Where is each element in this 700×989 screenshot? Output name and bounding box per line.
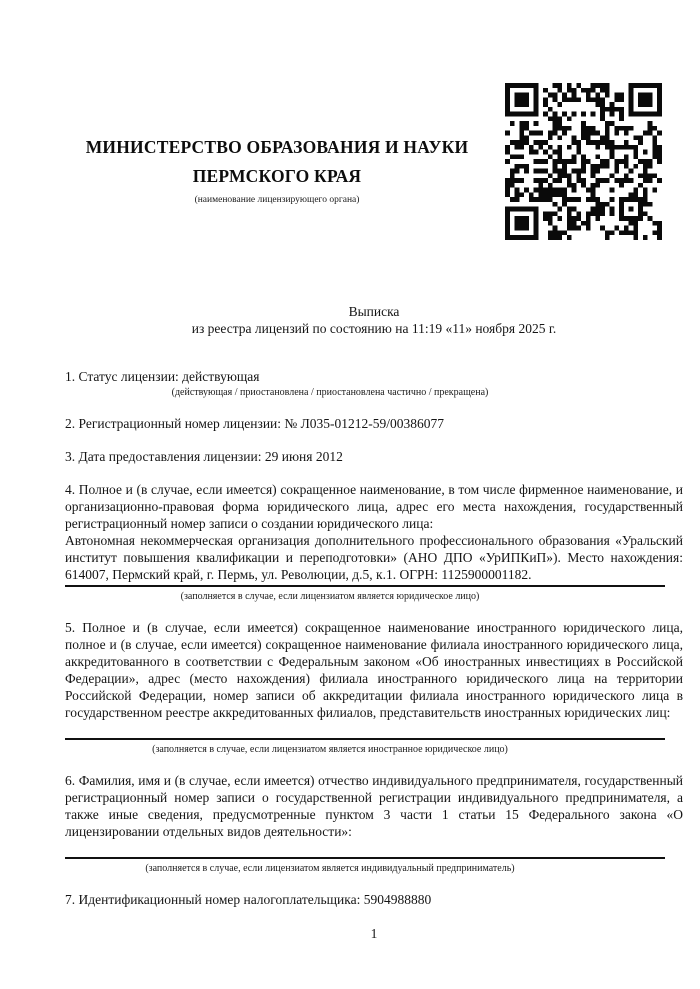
item-6-fill-line [65, 857, 665, 859]
ministry-name-line2: ПЕРМСКОГО КРАЯ [192, 166, 362, 186]
licensing-authority-header [63, 133, 491, 206]
item-4-fill-caption: (заполняется в случае, если лицензиатом является юридическое лицо) [180, 591, 480, 602]
item-1-status-options-caption: (действующая / приостановлена / приостановлена частично / прекращена) [171, 387, 489, 398]
item-4-legal-entity-heading: 4. Полное и (в случае, если имеется) сокращенное наименование, в том числе фирменное наименование, и организационно-правовая форма юридического лица, адрес его места нахождения, государственный регистрационный номер записи о создании юридического лица: [65, 482, 683, 531]
licensing-authority-caption: (наименование лицензирующего органа) [194, 195, 360, 205]
page-number: 1 [370, 926, 378, 941]
qr-code-icon [505, 83, 662, 240]
item-5-foreign-entity-heading: 5. Полное и (в случае, если имеется) сокращенное наименование иностранного юридического лица, полное и (в случае, если имеется) сокращенное наименование филиала иностранного юридического лица, аккредитованного в соответствии с Федеральным законом «Об иностранных инвестициях в Российской Федерации», адрес (место нахождения) филиала иностранного юридического лица на территории Российской Федерации, номер записи об аккредитации филиала иностранного юридического лица в государственном реестре аккредитованных филиалов, представительств иностранных юридических лиц: [65, 620, 683, 720]
ministry-name-line1: МИНИСТЕРСТВО ОБРАЗОВАНИЯ И НАУКИ [85, 137, 469, 157]
item-4-legal-entity-value: Автономная некоммерческая организация дополнительного профессионального образования «Уральский институт повышения квалификации и переподготовки» (АНО ДПО «УрИПКиП»). Место нахождения: 614007, Пермский край, г. Пермь, ул. Революции, д.5, к.1. ОГРН: 1125900001182. [65, 533, 683, 582]
document-title-line2: из реестра лицензий по состоянию на 11:19 «11» ноября 2025 г. [191, 321, 557, 336]
item-6-fill-caption: (заполняется в случае, если лицензиатом является индивидуальный предприниматель) [145, 863, 515, 874]
item-5-fill-line [65, 738, 665, 740]
document-body [65, 368, 683, 908]
item-4-fill-line [65, 585, 665, 587]
item-2-registration-number: 2. Регистрационный номер лицензии: № Л035-01212-59/00386077 [65, 416, 445, 431]
item-6-individual-entrepreneur-heading: 6. Фамилия, имя и (в случае, если имеется) отчество индивидуального предпринимателя, государственный регистрационный номер записи о государственной регистрации индивидуального предпринимателя, а также иные сведения, предусмотренные пунктом 3 части 1 статьи 15 Федерального закона «О лицензировании отдельных видов деятельности»: [65, 773, 683, 839]
document-title-line1: Выписка [348, 304, 400, 319]
document-title [65, 303, 683, 337]
item-7-taxpayer-id: 7. Идентификационный номер налогоплательщика: 5904988880 [65, 892, 432, 907]
item-5-fill-caption: (заполняется в случае, если лицензиатом является иностранное юридическое лицо) [152, 744, 508, 755]
qr-code-image [505, 83, 662, 240]
item-3-license-grant-date: 3. Дата предоставления лицензии: 29 июня 2012 [65, 449, 343, 464]
item-1-license-status: 1. Статус лицензии: действующая [65, 369, 260, 384]
